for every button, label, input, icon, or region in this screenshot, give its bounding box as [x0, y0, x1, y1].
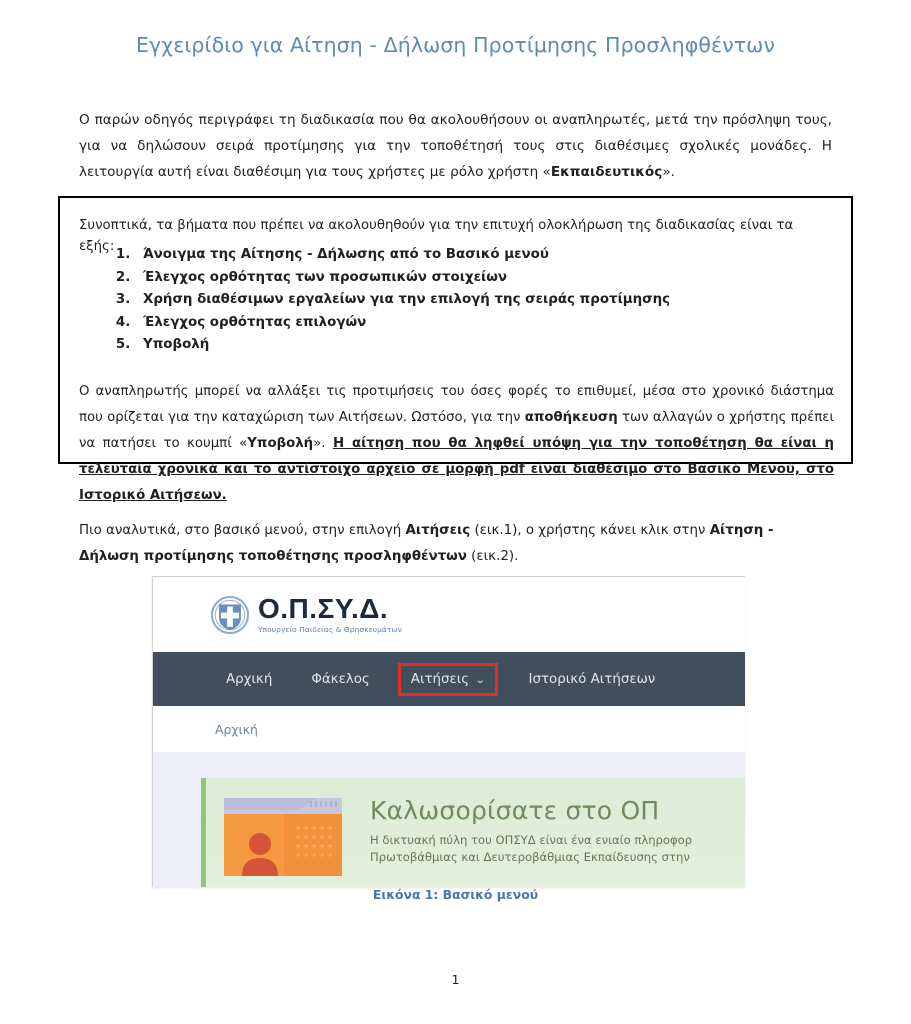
breadcrumb	[153, 706, 745, 752]
embedded-screenshot-figure	[152, 576, 745, 887]
note-part3: ».	[313, 436, 333, 452]
welcome-text-block	[370, 792, 692, 866]
welcome-line-2: Πρωτοβάθμιας και Δευτεροβάθμιας Εκπαίδευσης στην	[370, 850, 690, 864]
after-part3: (εικ.2).	[466, 549, 519, 565]
intro-text-part2: ».	[662, 163, 675, 180]
nav-item-label: Αρχική	[226, 671, 273, 687]
welcome-line-1: Η δικτυακή πύλη του ΟΠΣΥΔ είναι ένα ενιαίο πληροφορ	[370, 833, 693, 847]
list-item: 2. Έλεγχος ορθότητας των προσωπικών στοιχείων	[135, 267, 875, 290]
list-item: 1. Άνοιγμα της Αίτησης - Δήλωσης από το Βασικό μενού	[135, 244, 875, 267]
summary-box-note	[79, 379, 834, 509]
nav-item-label: Αιτήσεις	[410, 671, 470, 687]
figure-caption: Εικόνα 1: Βασικό μενού	[372, 887, 539, 902]
note-part2: των αλλαγών ο χρήστης πρέπει να πατήσει το κουμπί «	[79, 410, 834, 452]
intro-paragraph	[79, 107, 832, 185]
intro-text-part1: Ο παρών οδηγός περιγράφει τη διαδικασία που θα ακολουθήσουν οι αναπληρωτές, μετά την πρόσληψη τους, για να δηλώσουν σειρά προτίμησης για την τοποθέτησή τους στις διαθέσιμες σχολικές μονάδες. Η λειτουργία αυτή είναι διαθέσιμη για τους χρήστες με ρόλο χρήστη «	[79, 111, 832, 180]
after-part2: (εικ.1), ο χρήστης κάνει κλικ στην	[470, 523, 710, 539]
nav-item-istoriko-aitiseon[interactable]	[518, 665, 667, 694]
after-box-paragraph	[79, 518, 834, 570]
list-item: 4. Έλεγχος ορθότητας επιλογών	[135, 312, 875, 335]
steps-list	[79, 244, 875, 357]
welcome-banner	[201, 778, 745, 887]
orange-folder-user-icon	[222, 792, 344, 876]
note-bold-submit: Υποβολή	[247, 436, 314, 452]
app-logo-subtitle: Υπουργείο Παιδείας & Θρησκευμάτων	[258, 625, 402, 635]
intro-role-bold: Εκπαιδευτικός	[550, 163, 663, 180]
after-part1: Πιο αναλυτικά, στο βασικό μενού, στην επιλογή	[79, 523, 406, 539]
summary-box	[58, 196, 853, 504]
list-item: 3. Χρήση διαθέσιμων εργαλείων για την επιλογή της σειράς προτίμησης	[135, 289, 875, 312]
app-header	[153, 577, 745, 652]
note-underlined: Η αίτηση που θα ληφθεί υπόψη για την τοποθέτηση θα είναι η τελευταία χρονικά και το αντίστοιχο αρχείο σε μορφή pdf είναι διαθέσιμο στο Βασικό Μενού, στο Ιστορικό Αιτήσεων.	[79, 436, 835, 504]
nav-item-aitiseis[interactable]	[398, 663, 498, 696]
list-item: 5. Υποβολή	[135, 334, 875, 357]
app-content-area	[153, 752, 745, 887]
page-number: 1	[451, 972, 460, 987]
page-title: Εγχειρίδιο για Αίτηση - Δήλωση Προτίμησης Προσληφθέντων	[135, 33, 776, 57]
app-logo	[258, 595, 402, 633]
breadcrumb-item-arxiki[interactable]: Αρχική	[215, 721, 258, 737]
after-bold-aitisi-dilosi: Αίτηση - Δήλωση προτίμησης τοποθέτησης προσληφθέντων	[79, 523, 774, 565]
nav-item-arxiki[interactable]	[215, 665, 283, 694]
app-navbar	[153, 652, 745, 706]
summary-box-lead: Συνοπτικά, τα βήματα που πρέπει να ακολουθηθούν για την επιτυχή ολοκλήρωση της διαδικασίας είναι τα εξής:	[79, 218, 794, 254]
greek-coat-of-arms-icon	[211, 596, 249, 634]
chevron-down-icon: ⌄	[475, 674, 486, 686]
welcome-heading: Καλωσορίσατε στο ΟΠ	[370, 796, 660, 825]
nav-item-label: Φάκελος	[311, 671, 370, 687]
note-bold-save: αποθήκευση	[524, 410, 618, 426]
nav-item-fakelos[interactable]	[300, 665, 380, 694]
app-logo-title: Ο.Π.ΣΥ.Δ.	[258, 593, 389, 625]
after-bold-aitiseis: Αιτήσεις	[405, 523, 471, 539]
note-part1: Ο αναπληρωτής μπορεί να αλλάξει τις προτιμήσεις του όσες φορές το επιθυμεί, μέσα στο χρονικό διάστημα που ορίζεται για την καταχώριση των Αιτήσεων. Ωστόσο, για την	[79, 384, 834, 426]
nav-item-label: Ιστορικό Αιτήσεων	[528, 671, 656, 687]
